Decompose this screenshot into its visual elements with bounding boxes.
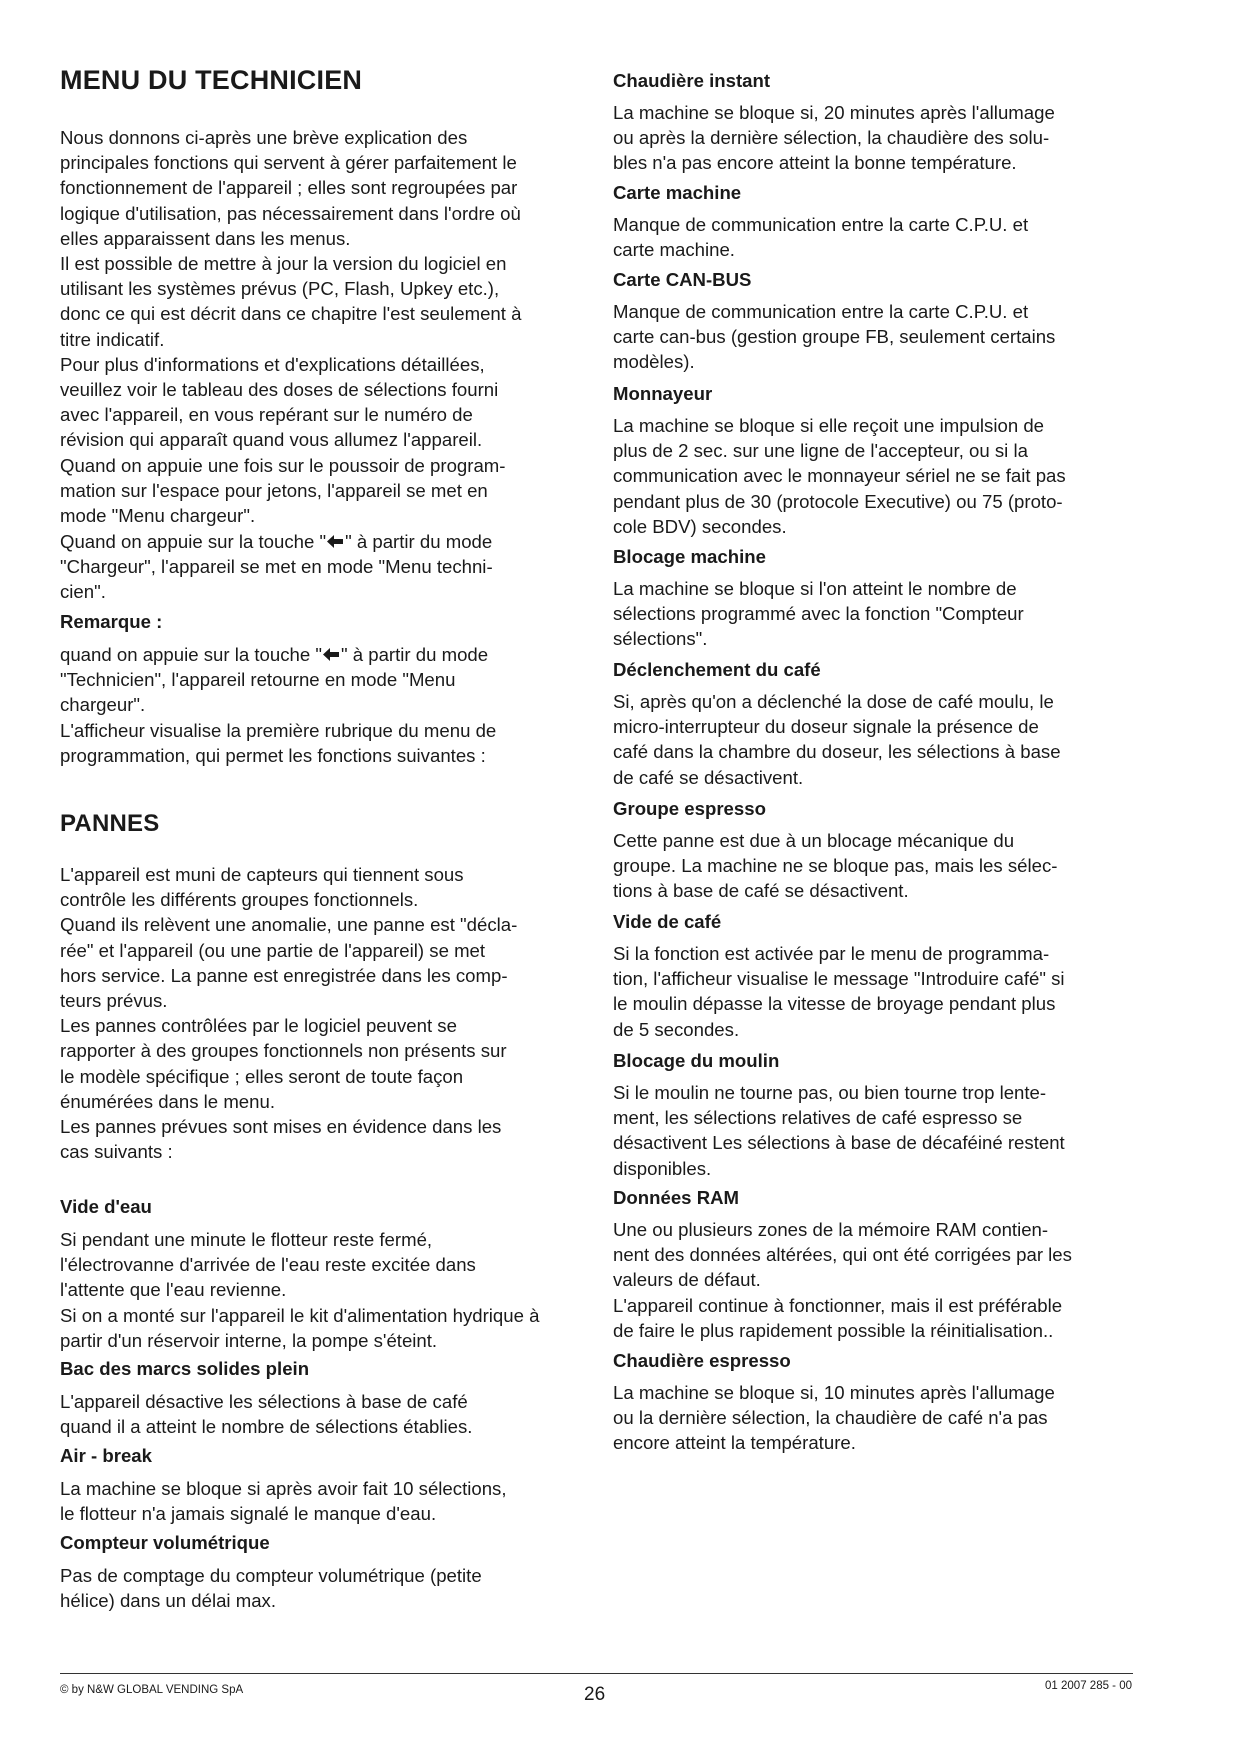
text-declenchement-cafe: Si, après qu'on a déclenché la dose de café moulu, le micro-interrupteur du doseur signale la présence de café dans la chambre du doseur, les sélections à base de café se désactivent. [613, 691, 1061, 788]
arrow-left-key-icon [327, 530, 344, 545]
document-code: 01 2007 285 - 00 [1045, 1680, 1132, 1692]
heading-blocage-machine: Blocage machine [613, 546, 766, 567]
heading-blocage-moulin: Blocage du moulin [613, 1050, 780, 1071]
technician-mode-paragraph [60, 529, 493, 605]
text-vide-de-cafe: Si la fonction est activée par le menu de programma- tion, l'afficheur visualise le message "Introduire café" si le moulin dépasse la vitesse de broyage pendant plus de 5 secondes. [613, 943, 1065, 1040]
text-air-break: La machine se bloque si après avoir fait 10 sélections, le flotteur n'a jamais signalé le manque d'eau. [60, 1478, 507, 1525]
page-number: 26 [584, 1684, 606, 1705]
text-carte-can-bus: Manque de communication entre la carte C.P.U. et carte can-bus (gestion groupe FB, seulement certains modèles). [613, 301, 1056, 373]
heading-chaudiere-espresso: Chaudière espresso [613, 1350, 791, 1371]
text-vide-eau: Si pendant une minute le flotteur reste fermé, l'électrovanne d'arrivée de l'eau reste excitée dans l'attente que l'eau revienne. Si on a monté sur l'appareil le kit d'alimentation hydrique à partir d'un réservoir interne, la pompe s'éteint. [60, 1229, 540, 1351]
heading-bac-marcs: Bac des marcs solides plein [60, 1358, 310, 1379]
heading-compteur-volumetrique: Compteur volumétrique [60, 1532, 270, 1553]
footer-divider [60, 1673, 1133, 1674]
heading-carte-machine: Carte machine [613, 182, 742, 203]
text-bac-marcs: L'appareil désactive les sélections à base de café quand il a atteint le nombre de sélections établies. [60, 1391, 473, 1438]
heading-chaudiere-instant: Chaudière instant [613, 70, 771, 91]
text-groupe-espresso: Cette panne est due à un blocage mécanique du groupe. La machine ne se bloque pas, mais les sélec- tions à base de café se désactivent. [613, 830, 1058, 902]
text-blocage-moulin: Si le moulin ne tourne pas, ou bien tourne trop lente- ment, les sélections relatives de café espresso se désactivent Les sélections à base de décaféiné restent disponibles. [613, 1082, 1065, 1179]
text-chaudiere-instant: La machine se bloque si, 20 minutes après l'allumage ou après la dernière sélection, la chaudière des solu- bles n'a pas encore atteint la bonne température. [613, 102, 1055, 174]
heading-groupe-espresso: Groupe espresso [613, 798, 766, 819]
remarque-heading: Remarque : [60, 611, 163, 632]
heading-air-break: Air - break [60, 1445, 152, 1466]
technician-mode-text-a: Quand on appuie sur la touche " [60, 531, 327, 552]
intro-paragraph: Nous donnons ci-après une brève explication des principales fonctions qui servent à gérer parfaitement le fonctionnement de l'appareil ; elles sont regroupées par logique d'utilisation, pas nécessairement dans l'ordre où elles apparaissent dans les menus. Il est possible de mettre à jour la version du logiciel en utilisant les systèmes prévus (PC, Flash, Upkey etc.), donc ce qui est décrit dans ce chapitre l'est seulement à titre indicatif. Pour plus d'informations et d'explications détaillées, veuillez voir le tableau des doses de sélections fourni avec l'appareil, en vous repérant sur le numéro de révision qui apparaît quand vous allumez l'appareil. Quand on appuie une fois sur le poussoir de program- mation sur l'espace pour jetons, l'appareil se met en mode "Menu chargeur". [60, 127, 522, 527]
remarque-text-b: " à partir du mode "Technicien", l'appareil retourne en mode "Menu chargeur". L'afficheur visualise la première rubrique du menu de programmation, qui permet les fonctions suivantes : [60, 644, 497, 766]
text-compteur-volumetrique: Pas de comptage du compteur volumétrique (petite hélice) dans un délai max. [60, 1565, 482, 1612]
heading-monnayeur: Monnayeur [613, 383, 713, 404]
heading-declenchement-cafe: Déclenchement du café [613, 659, 821, 680]
section-title-pannes: PANNES [60, 810, 160, 837]
pannes-intro-paragraph: L'appareil est muni de capteurs qui tiennent sous contrôle les différents groupes fonctionnels. Quand ils relèvent une anomalie, une panne est "décla- rée" et l'appareil (ou une partie de l'appareil) se met hors service. La panne est enregistrée dans les comp- teurs prévus. Les pannes contrôlées par le logiciel peuvent se rapporter à des groupes fonctionnels non présents sur le modèle spécifique ; elles seront de toute façon énumérées dans le menu. Les pannes prévues sont mises en évidence dans les cas suivants : [60, 864, 518, 1163]
text-chaudiere-espresso: La machine se bloque si, 10 minutes après l'allumage ou la dernière sélection, la chaudière de café n'a pas encore atteint la température. [613, 1382, 1055, 1454]
footer-copyright: © by N&W GLOBAL VENDING SpA [60, 1684, 244, 1696]
heading-vide-de-cafe: Vide de café [613, 911, 722, 932]
remarque-text-a: quand on appuie sur la touche " [60, 644, 322, 665]
text-monnayeur: La machine se bloque si elle reçoit une impulsion de plus de 2 sec. sur une ligne de l'accepteur, ou si la communication avec le monnayeur sériel ne se fait pas pendant plus de 30 (protocole Executive) ou 75 (proto- cole BDV) secondes. [613, 415, 1066, 537]
heading-carte-can-bus: Carte CAN-BUS [613, 269, 752, 290]
heading-vide-eau: Vide d'eau [60, 1196, 152, 1217]
text-carte-machine: Manque de communication entre la carte C.P.U. et carte machine. [613, 214, 1029, 261]
section-title-menu-technicien: MENU DU TECHNICIEN [60, 65, 363, 95]
text-blocage-machine: La machine se bloque si l'on atteint le nombre de sélections programmé avec la fonction "Compteur sélections". [613, 578, 1024, 650]
remarque-paragraph [60, 642, 496, 768]
text-donnees-ram: Une ou plusieurs zones de la mémoire RAM contien- nent des données altérées, qui ont été corrigées par les valeurs de défaut. L'appareil continue à fonctionner, mais il est préférable de faire le plus rapidement possible la réinitialisation.. [613, 1219, 1072, 1341]
technician-mode-text-b: " à partir du mode "Chargeur", l'appareil se met en mode "Menu techni- cien". [60, 531, 493, 603]
heading-donnees-ram: Données RAM [613, 1187, 740, 1208]
arrow-left-key-icon [323, 643, 340, 658]
